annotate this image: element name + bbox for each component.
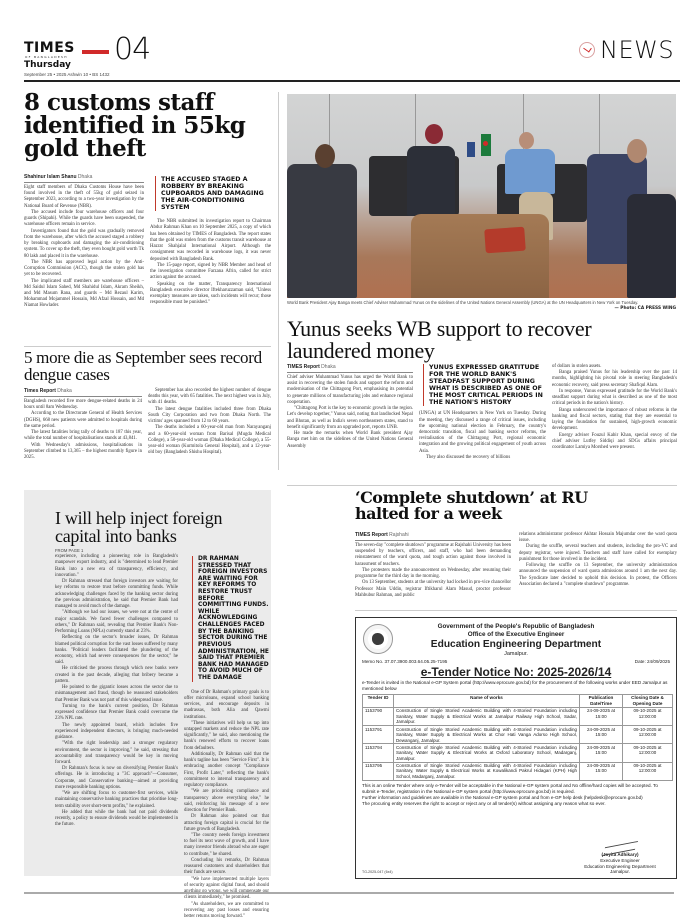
work-name: Construction of Single Storied Academic Building with 4-Storied Foundation including Sanitary, Water Supply & Electrical Works at Kowalikandi Pakrul Hidagari (KPH) High School, Madarganj, Jamalpur. [394,762,580,780]
paragraph: "The country needs foreign investment to fuel its next wave of growth, and I have many investor friends abroad who are eager to contribute," he shared. [184,832,269,857]
paragraph: "We are prioritising compliance and transparency above everything else," he said, reinforcing his message of a new direction for Premier Bank. [184,789,269,814]
column-header: Closing Date & Opening Date [623,694,673,707]
photo-credit: — Photo: CA PRESS WING [614,305,676,311]
article-column [519,532,677,588]
paragraph: One of Dr Rahman's primary goals is to offer microloans, expand school banking services, and encourage deposits in madrassas, both Alia and Qawmi institutions. [184,689,269,720]
table-header-row [363,694,673,707]
byline-place: Dhaka [77,174,93,180]
column-header: Name of works [394,694,580,707]
work-name: Construction of Single Storied Academic Building with 4-Storied Foundation including Sanitary, Water Supply & Electrical Works at Jamalpur Railway High School, Sadar, Jamalpur. [394,707,580,725]
closing-date: 09-10-2025 at 12:00:00 [623,726,673,744]
paragraph: They also discussed the recovery of billions [426,454,511,460]
byline [24,388,142,397]
tender-notice [355,617,677,879]
headline: ‘Complete shutdown’ at RU halted for a week [355,488,588,523]
photo-detail [407,146,455,216]
tender-bottom [362,843,670,875]
paragraph: Investigators found that the gold was gradually removed from the warehouse, after which the accused staged a robbery by breaking cupboards and damaging the air-conditioning system. To cover up the theft, they even bought gold worth Tk 80 lakh and placed it in the warehouse. [24,228,144,259]
paragraph: Dr Rahman's focus is now on diversifying Premier Bank's offerings. He is introducing a "3C approach"—Consumer, Corporate, and Conservative banking—aimed at providing more responsible banking options. [55,766,178,790]
byline-name: TIMES Report [355,532,388,538]
headline: 5 more die as September sees record dengue cases [24,348,262,384]
tender-id: 1153794 [363,744,394,762]
photo-detail [411,214,549,298]
paragraph: Reflecting on the sector's broader issues, Dr Rahman blamed political corruption for the vast losses suffered by many banks. "Political leaders facilitated the plundering of the economy, which had severe consequences for the sector," he said. [55,635,178,666]
photo-detail [315,144,335,168]
story-ru-col1 [355,532,511,599]
story-banks-col1 [55,508,223,829]
pull-quote: DR RAHMAN STRESSED THAT FOREIGN INVESTORS ARE WAITING FOR KEY REFORMS TO RESTORE TRUST BEFORE COMMITTING FUNDS. WHILE ACKNOWLEDGING CHALLENGES FACED BY THE BANKING SECTOR DURING THE PREVIOUS ADMINISTRATION, HE SAID THAT PREMIER BANK HAD MANAGED TO AVOID MUCH OF THE DAMAGE [192,556,269,682]
photo-detail [627,194,676,298]
paragraph: Dr Rahman also pointed out that attracting foreign capital is crucial for the future growth of Bangladesh. [184,814,269,832]
byline-name: Times Report [24,388,56,394]
paragraph: Chief adviser Muhammad Yunus has urged the World Bank to assist in recovering the stolen funds and support the reform and modernisation of the Chittagong Port, emphasising its potential to generate millions of manufacturing jobs and enhance regional cooperation. [287,375,413,405]
signatory-title: Executive Engineer [600,857,640,863]
paragraph: With Wednesday's admissions, hospitalisations in September climbed to 13,365 – the highest monthly figure in 2025. [24,442,142,461]
page-number: 04 [114,32,151,67]
publication-date: 24-09-2025 at 15:00 [580,744,623,762]
photo-meta [287,300,676,311]
byline-name: TIMES Report [287,364,320,370]
paragraph: He criticised the process through which new banks were created in the past decade, alleging that bribery became a pattern. [55,666,178,684]
pull-quote: THE ACCUSED STAGED A ROBBERY BY BREAKING CUPBOARDS AND DAMAGING THE AIR-CONDITIONING SYSTEM [155,176,271,211]
tender-notice-number: e-Tender Notice No: 2025-2026/14 [420,665,612,679]
paragraph: Banga underscored the importance of robust reforms in the banking and fiscal sectors, stating that they are essential to laying the foundation for sustained, high-growth economic development. [552,407,677,432]
paragraph: Bangladesh recorded five more dengue-related deaths in 24 hours until 8am Wednesday. [24,399,142,411]
work-name: Construction of Single Storied Academic Building with 4-Storied Foundation including Sanitary, Water Supply & Electrical Works at Oxford Laboratory School, Madarganj, Jamalpur. [394,744,580,762]
signatory-city: Jamalpur. [610,869,630,875]
logo: TIMES [24,40,75,56]
paragraph: Dr Rahman stressed that foreign investors are waiting for key reforms to restore trust before committing funds. While acknowledging challenges faced by the banking sector during the previous administration, he said that Premier Bank had managed to avoid much of the damage. [55,579,178,610]
signature-block [570,843,670,875]
article-column [24,399,142,461]
paragraph: "Chittagong Port is the key to economic growth in the region. Let's develop together," Yunus said, noting that landlocked Nepal and Bhutan, as well as India's seven northeastern states, stand to benefit significantly from an upgraded port, reports UNB. [287,406,413,430]
paragraph: "These initiatives will help us tap into untapped markets and reduce the NPL rate significantly," he said, also mentioning the bank's renewed efforts to recover loans from defaulters. [184,720,269,751]
tender-office: Office of the Executive Engineer [467,631,565,638]
tender-id: 1153795 [363,762,394,780]
paragraph: The 15-page report, signed by NBR Member and head of the investigation committee Farzana Afrin, called for strict action against the accused. [150,262,271,281]
table-row [363,707,673,725]
article-column [24,185,144,310]
byline-place: Dhaka [57,388,72,394]
paragraph: The protesters made the announcement on Wednesday, after resuming their programme for the third day in the morning. [355,567,511,580]
ad-code: TG-2025-047 (6x4) [362,870,393,874]
paragraph: He made the remarks when World Bank president Ajay Banga met him on the sidelines of the United Nations General Assembly [287,431,413,449]
divider [24,346,271,347]
story-ru [355,490,677,522]
news-photo [287,94,676,298]
table-row [363,744,673,762]
article-column [148,388,271,457]
signatory-department: Education Engineering Department [584,863,656,869]
story-customs-col1 [24,174,144,310]
paragraph: Concluding his remarks, Dr Rahman reassured customers and shareholders that their funds are secure. [184,857,269,876]
dateline: September 25 • 2025 Ashwin 10 • BS 1432 [24,72,110,77]
page-bottom-rule [24,892,674,894]
paragraph: Additionally, Dr Rahman said that the bank's tagline has been "Service First". It is embracing another concept "Compliance First, Profit Later," reflecting the bank's commitment to internal transparency and regulatory compliance. [184,751,269,789]
paragraph: The NBR has approved legal action by the Anti-Corruption Commission (ACC), though the stolen gold has yet to be recovered. [24,259,144,278]
story-yunus-col1 [287,364,413,450]
paragraph: According to the Directorate General of Health Services (DGHS), 668 new patients were admitted to hospitals during the same period. [24,411,142,429]
accent-bar [82,50,109,54]
tender-footer-line: The procuring entity reserves the right to accept or reject any or all tender(s) without assigning any reason what so ever. [362,800,606,806]
paragraph: "We have implemented multiple layers of security against digital fraud, and should clients immediately," he promised. [184,876,269,901]
masthead [24,32,680,82]
paragraph: "Although we had our issues, we were not at the centre of major scandals. We faced fewer challenges compared to others," Dr Rahman said, revealing that Premier Bank's Non-Performing Loans (NPLs) currently stand at 23%. [55,610,178,635]
photo-detail [627,139,647,163]
headline: I will help inject foreign capital into banks [55,508,223,546]
column-header: Tender ID [363,694,394,707]
paragraph: The implicated staff members are warehouse officers – Md Saidul Islam Sahed, Md Shahidul Islam, Akram Sheikh, and Md Masum Rana, and guards – Md Rezaul Karim, Mohammad Mojammel Hossain, Md Afzal Hossain, and Md Niamat Howlader. [24,278,144,309]
paragraph: The seven-day "complete shutdown" programme at Rajshahi University has been suspended by teachers, officers, and staff, who had been demanding reinstatement of the ward quota, and tough action against those involved in harassment of teachers. [355,543,511,567]
paragraph: The NBR submitted its investigation report to Chairman Abdur Rahman Khan on 10 September 2025, a copy of which has been obtained by TIMES of Bangladesh. The report states that the gold was stolen from the customs transit warehouse at Hazrat Shahjalal International Airport. Although the consignment was recorded in warehouse logs, it was never deposited with Bangladesh Bank. [150,219,271,262]
paragraph: Turning to the bank's current position, Dr Rahman expressed confidence that Premier Bank could overcome the 23% NPL rate. [55,703,178,722]
paragraph: Speaking on the matter, Transparency International Bangladesh executive director Iftekharuzzaman said, "Unless exemplary measures are taken, such incidents will recur; those responsible must be punished." [150,281,271,306]
paragraph: Banga praised Yunus for his leadership over the past 14 months, highlighting his pivotal role in steering Bangladesh's economic recovery, said press secretary Shafiqul Alam. [552,370,677,388]
byline [355,532,511,541]
tender-city: Jamalpur. [504,651,528,657]
article-column [184,690,269,920]
signature-icon [570,843,670,852]
paragraph: "With the right leadership and a stronger regulatory environment, the sector is improving," he said, stressing that accountability and transparency would be key in moving forward. [55,741,178,765]
paragraph: "We are shifting focus to customer-first services, while maintaining conservative banking practices that prioritise long-term stability over short-term profits," he explained. [55,791,178,809]
world-bank-flag-icon [467,142,475,157]
section-label: NEWS [600,36,675,64]
publication-date: 24-09-2025 at 15:00 [580,762,623,780]
tender-footer [362,783,670,807]
publication-date: 24-09-2025 at 15:00 [580,707,623,725]
headline: Yunus seeks WB support to recover laundered money [287,316,592,363]
tender-government: Government of the People's Republic of Bangladesh [437,623,595,630]
paragraph: Energy adviser Fouzul Kabir Khan, special envoy of the chief adviser Lutfey Siddiqi and SDGs affairs principal coordinator Lamiya Morshed were present. [552,432,677,451]
divider [287,485,677,486]
paragraph: He added that while the bank had not paid dividends recently, a policy to ensure dividends would be implemented in the future. [55,809,178,828]
table-row [363,726,673,744]
paragraph: Following the scuffle on 13 September, the university administration announced the suspension of ward quota admissions around 1 am the next day. The Syndicate later decided to uphold this decision. In protest, the Officers Association declared a "complete shutdown" programme. [519,563,677,587]
byline-name: Shahinur Islam Shanu [24,174,77,180]
tender-department: Education Engineering Department [430,639,602,650]
paragraph: relations administrator professor Akhtar Hossain Majumdar over the ward quota issue. [519,532,677,544]
story-customs-col2 [150,176,271,307]
paragraph: September has also recorded the highest number of dengue deaths this year, with 65 fatalities. The next highest was in July, with 41 deaths. [148,388,271,406]
paragraph: The latest dengue fatalities included three from Dhaka South City Corporation and two from Dhaka North. The victims' ages spanned from 12 to 60 years. [148,406,271,425]
byline [287,364,413,373]
tender-id: 1153791 [363,726,394,744]
byline [24,174,144,183]
photo-detail [287,164,357,298]
check-circle-icon [579,42,595,58]
tender-memo: Memo No. 37.07.3900.003.64.05.25-7195 [362,659,448,664]
paragraph: The deaths included a 60-year-old man from Narayanganj and a 60-year-old woman from Barisal (Mugda Medical College), a 50-year-old woman (Dhaka Medical College), a 55-year-old woman (Kurmitola General Hospital), and a 12-year-old boy (Bangladesh Shishu Hospital). [148,425,271,456]
tender-table [362,694,673,781]
paragraph: On 13 September, students at the university had locked in pro-vice chancellor Professor Main Uddin, registrar Iftikharul Alam Masud, proctor professor Mahbubur Rahman, and public [355,580,512,598]
signatory-name: (Joyita Adhikary) [601,852,639,858]
byline-place: Rajshahi [389,532,409,538]
story-dengue-col1 [24,388,142,461]
photo-caption: World Bank President Ajay Banga meets Chief Adviser Muhammad Yunus on the sidelines of the United Nations General Assembly (UNGA) at the UN Headquarters in New York on Tuesday. [287,300,639,305]
paragraph: experience, including a pioneering role in Bangladesh's manpower export industry, and is "determined to lead Premier Bank into a new era of transparency, efficiency, and innovation." [55,554,178,578]
government-seal-icon [363,624,393,654]
column-divider [278,92,279,470]
article-column [552,364,677,451]
byline-place: Dhaka [321,364,336,370]
tender-intro: e-Tender is invited in the National e-GP System portal (http://www.eprocure.gov.bd) for the procurement of the following works under EED Jamalpur as mentioned below [362,680,668,691]
paragraph: The newly appointed board, which includes five experienced independent directors, is bringing much-needed guidance. [55,722,178,741]
tender-date: Date: 24/09/2025 [634,659,670,664]
paragraph: The accused include four warehouse officers and four guards (Shipahi). While the guards have been suspended, the warehouse officers remain in service. [24,209,144,228]
article-column [150,219,271,306]
story-dengue [24,350,271,383]
closing-date: 09-10-2025 at 12:00:00 [623,744,673,762]
paragraph: In response, Yunus expressed gratitude for the World Bank's steadfast support during what is described as one of the most critical periods in the nation's history. [552,388,677,407]
column-header: Publication Date/Time [580,694,623,707]
story-banks-col2 [184,556,269,920]
publication-date: 24-09-2025 at 15:00 [580,726,623,744]
tender-footer-line: Further information and guidelines are available in the National e-GP system portal and from e-GP help desk (helpdesk@eprocure.gov.bd) [362,794,643,800]
masthead-rule [24,80,680,82]
photo-detail [519,132,534,149]
headline: 8 customs staff identified in 55kg gold theft [24,89,246,162]
article-column [55,554,178,828]
paragraph: He pointed to the gigantic losses across the sector due to mismanagement and fraud, though he reassured stakeholders that Premier Bank was not part of this widespread issue. [55,685,178,703]
work-name: Construction of Single Storied Academic Building with 4-Storied Foundation including Sanitary, Water Supply & Electrical Works at Chor Hati Vanga Adorso High School, Dewanganj, Jamalpur. [394,726,580,744]
paragraph: During the scuffle, several teachers and students, including the pro-VC and deputy registrar, were injured. Teachers and staff have called for exemplary punishment for those involved in the incident. [519,544,677,562]
article-column [419,411,546,461]
paragraph: Eight staff members of Dhaka Customs House have been found involved in the theft of 55kg of gold seized in September 2023, according to a two-year investigation by the National Board of Revenue (NBR). [24,185,144,209]
paragraph: (UNGA) at UN Headquarters in New York on Tuesday. During the meeting, they discussed a range of critical issues, including the upcoming national election in February, the country's democratic transition, fiscal and banking sector reforms, the revitalisation of the Chittagong Port, regional economic integration and the growing political engagement of youth across Asia. [419,411,546,454]
paragraph: "As shareholders, we are committed to recovering any past losses and ensuring better returns moving forward." [184,901,269,920]
jump-label: FROM PAGE 1 [55,548,84,554]
article-column [355,543,511,599]
divider [355,610,677,611]
article-column [287,375,413,450]
story-yunus-col2 [419,364,546,461]
closing-date: 09-10-2025 at 12:00:00 [623,762,673,780]
story-yunus [287,318,677,361]
story-customs [24,91,271,160]
bangladesh-flag-icon [481,134,491,156]
tender-footer-line: This is an online Tender where only e-Tender will be acceptable in the National e-GP system portal and No offline/hard copies will be accepted. To submit e-Tender, registration in the National e-GP system portal (http://www.eprocure.gov.bd) is required. [362,782,658,794]
tender-id: 1153790 [363,707,394,725]
pull-quote: YUNUS EXPRESSED GRATITUDE FOR THE WORLD BANK'S STEADFAST SUPPORT DURING WHAT IS DESCRIBED AS ONE OF THE MOST CRITICAL PERIODS IN THE NATION'S HISTORY [423,364,546,406]
day-of-week: Thursday [24,60,71,70]
logo-subtitle: OF BANGLADESH [25,55,68,59]
table-row [363,762,673,780]
paragraph: of dollars in stolen assets. [552,364,602,369]
closing-date: 09-10-2025 at 12:00:00 [623,707,673,725]
photo-detail [425,124,443,144]
paragraph: The latest fatalities bring tally of deaths to 187 this year, while the total number of hospitalisations stands at 43,841. [24,430,142,442]
photo-detail [484,227,526,254]
photo-detail [505,149,555,194]
